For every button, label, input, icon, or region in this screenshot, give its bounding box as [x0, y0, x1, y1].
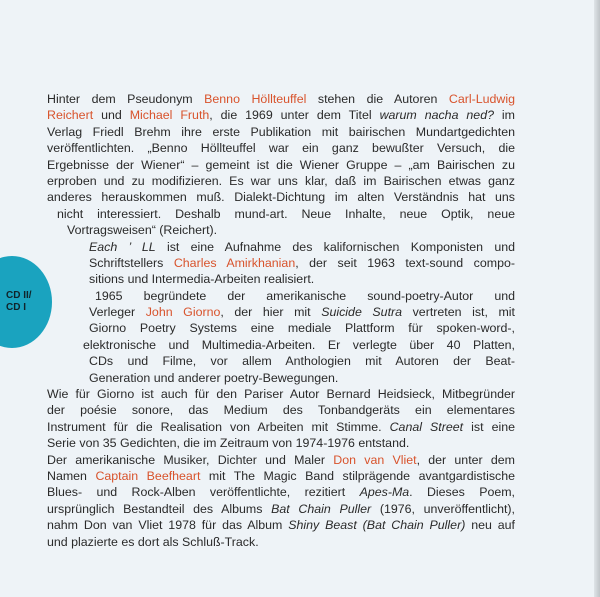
- page-edge: [594, 0, 600, 597]
- text-line: und plazierte es dort als Schluß-Track.: [47, 534, 259, 549]
- text-line: Verlag Friedl Brehm ihre erste Publikation mit bairischen Mundartgedichten: [47, 124, 515, 139]
- text-line: Each ’ LL ist eine Aufnahme des kalifornischen Komponisten und: [89, 239, 516, 254]
- work-title: Suicide Sutra: [321, 305, 403, 320]
- text-line: Instrument für die Realisation von Arbeiten mit Stimme. Canal Street ist eine: [47, 419, 516, 434]
- text-line: Wie für Giorno ist auch für den Pariser Autor Bernard Heidsieck, Mitbegründer: [47, 387, 515, 402]
- text-line: Hinter dem Pseudonym Benno Höllteuffel stehen die Autoren Carl-Ludwig: [47, 92, 515, 106]
- text-line: Der amerikanische Musiker, Dichter und Maler Don van Vliet, der unter dem: [47, 452, 515, 467]
- work-title: Apes-Ma: [359, 485, 410, 500]
- text-line: Verleger John Giorno, der hier mit Suicide Sutra vertreten ist, mit: [89, 305, 515, 320]
- work-title: Shiny Beast (Bat Chain Puller): [288, 518, 466, 533]
- text-line: veröffentlichten. „Benno Höllteuffel war ein ganz bewußter Versuch, die: [47, 141, 515, 156]
- text-line: anderes herauskommen muß. Dialekt-Dichtung im alten Verständnis hat uns: [47, 190, 515, 205]
- cd-badge-label: [6, 290, 32, 314]
- text-line: Blues- und Rock-Alben veröffentlichte, rezitiert Apes-Ma. Dieses Poem,: [47, 485, 516, 500]
- text-line: sitions und Intermedia-Arbeiten realisiert.: [89, 272, 315, 287]
- text-line: Reichert und Michael Fruth, die 1969 unter dem Titel warum nacha ned? im: [47, 108, 516, 123]
- text-line: Vortragsweisen“ (Reichert).: [67, 223, 218, 238]
- text-line: Generation und anderer poetry-Bewegungen.: [89, 370, 339, 385]
- liner-notes-text: [47, 91, 515, 550]
- work-title: Canal Street: [389, 419, 464, 434]
- text-line: Ergebnisse der Wiener“ – gemeint ist die Wiener Gruppe – „am Bairischen zu: [47, 157, 515, 172]
- author-name: Captain Beefheart: [95, 468, 201, 483]
- author-name: John Giorno: [145, 305, 221, 320]
- text-line: nicht interessiert. Deshalb mund-art. Neue Inhalte, neue Optik, neue: [57, 206, 515, 221]
- text-line: Schriftstellers Charles Amirkhanian, der seit 1963 text-sound compo-: [89, 255, 515, 270]
- text-line: der poésie sonore, das Medium des Tonbandgeräts ein elementares: [47, 403, 515, 418]
- author-name: Don van Vliet: [333, 452, 417, 467]
- author-name: Carl-Ludwig: [448, 92, 515, 106]
- author-name: Michael Fruth: [129, 108, 210, 123]
- text-line: Namen Captain Beefheart mit The Magic Band stilprägende avantgardistische: [47, 468, 515, 483]
- text-line: Giorno Poetry Systems eine mediale Plattform für spoken-word-,: [89, 321, 515, 336]
- author-name: Reichert: [47, 108, 94, 123]
- text-line: 1965 begründete der amerikanische sound-poetry-Autor und: [95, 288, 515, 303]
- text-line: erproben und zu modifizieren. Es war uns klar, daß im Bairischen etwas ganz: [47, 173, 515, 188]
- work-title: warum nacha ned?: [379, 108, 494, 123]
- badge-line-1: CD II/: [6, 290, 32, 301]
- work-title: Each ’ LL: [89, 239, 156, 254]
- text-line: CDs und Filme, vor allem Anthologien mit Autoren der Beat-: [89, 354, 515, 369]
- text-line: nahm Don van Vliet 1978 für das Album Shiny Beast (Bat Chain Puller) neu auf: [47, 518, 515, 533]
- text-line: ursprünglich Bestandteil des Albums Bat Chain Puller (1976, unveröffentlicht),: [47, 501, 515, 516]
- author-name: Charles Amirkhanian: [173, 255, 296, 270]
- badge-line-2: CD I: [6, 302, 26, 313]
- author-name: Benno Höllteuffel: [204, 92, 307, 106]
- text-line: elektronische und Multimedia-Arbeiten. Er verlegte über 40 Platten,: [83, 337, 515, 352]
- work-title: Bat Chain Puller: [271, 501, 372, 516]
- text-line: Serie von 35 Gedichten, die im Zeitraum von 1974-1976 entstand.: [47, 436, 410, 451]
